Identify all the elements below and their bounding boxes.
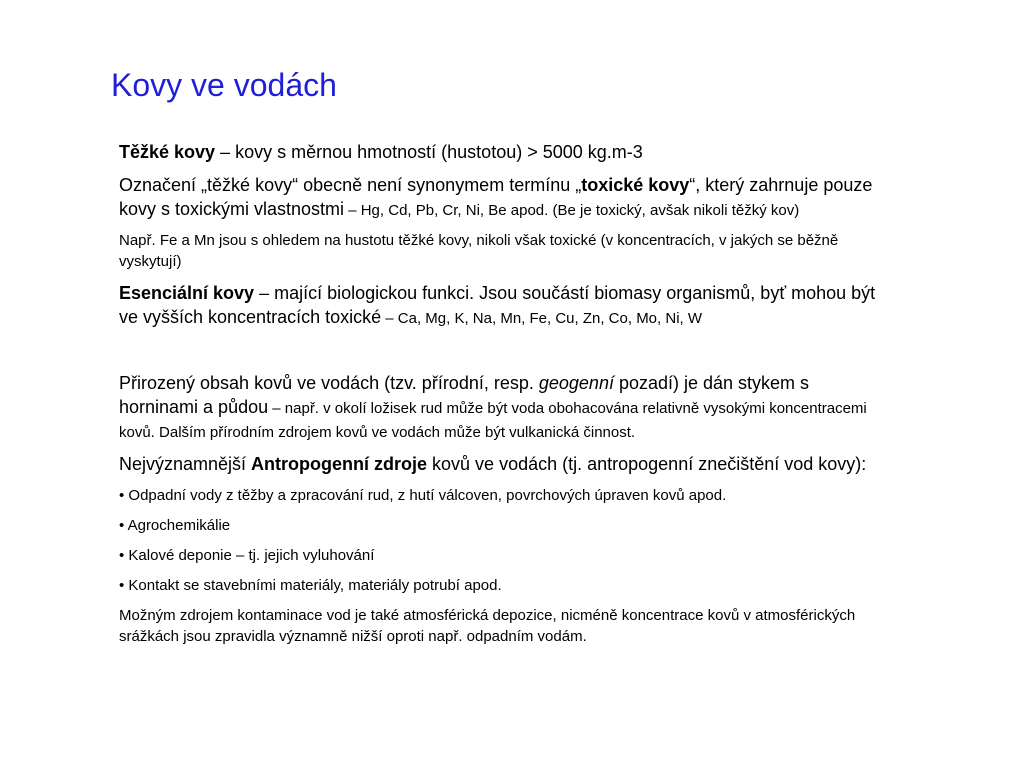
bullet-item: • Agrochemikálie	[119, 517, 231, 534]
term-essential-metals: Esenciální kovy	[119, 283, 255, 303]
bullet-item: • Kontakt se stavebními materiály, materiály potrubí apod.	[119, 577, 502, 594]
spacer	[119, 338, 889, 371]
atmospheric-deposition-note: Možným zdrojem kontaminace vod je také atmosférická depozice, nicméně koncentrace kovů v atmosférických srážkách jsou zpravidla významně nižší oproti např. odpadním vodám.	[119, 607, 856, 645]
paragraph-text: Přirozený obsah kovů ve vodách (tzv. přírodní, resp.	[119, 373, 539, 393]
definition-text: – kovy s měrnou hmotností (hustotou) > 5000 kg.m-3	[215, 142, 643, 162]
toxic-metals-list: – Hg, Cd, Pb, Cr, Ni, Be apod. (Be je toxický, avšak nikoli těžký kov)	[344, 202, 800, 219]
toxic-metals-paragraph	[119, 173, 889, 221]
essential-metals-list: – Ca, Mg, K, Na, Mn, Fe, Cu, Zn, Co, Mo, Ni, W	[381, 310, 703, 327]
natural-content-paragraph	[119, 371, 889, 443]
term-anthropogenic: Antropogenní zdroje	[251, 454, 428, 474]
term-toxic-metals: toxické kovy	[581, 175, 690, 195]
bullet-item: • Kalové deponie – tj. jejich vyluhování	[119, 547, 375, 564]
paragraph-text: pozadí) je dán stykem s horninami a půdou	[119, 373, 810, 417]
paragraph-text: – mající biologickou funkci. Jsou součástí biomasy organismů, byť mohou být ve vyšších koncentracích toxické	[119, 283, 876, 327]
term-geogenic: geogenní	[538, 373, 614, 393]
slide-content	[119, 140, 889, 656]
essential-metals-paragraph	[119, 281, 889, 329]
definition-heavy-metals	[119, 140, 889, 164]
paragraph-text: Nejvýznamnější	[119, 454, 252, 474]
paragraph-text: Označení „těžké kovy“ obecně není synonymem termínu „	[119, 175, 582, 195]
fe-mn-note: Např. Fe a Mn jsou s ohledem na hustotu těžké kovy, nikoli však toxické (v koncentracích, v jakých se běžně vyskytují)	[119, 232, 839, 270]
term-heavy-metals: Těžké kovy	[119, 142, 216, 162]
natural-content-detail: – např. v okolí ložisek rud může být voda obohacována relativně vysokými koncentracemi kovů. Dalším přírodním zdrojem kovů ve vodách může být vulkanická činnost.	[119, 400, 867, 441]
paragraph-text: kovů ve vodách (tj. antropogenní znečištění vod kovy):	[427, 454, 867, 474]
anthropogenic-paragraph	[119, 452, 889, 476]
slide-title: Kovy ve vodách	[111, 67, 337, 103]
paragraph-text: “, který zahrnuje pouze kovy s toxickými vlastnostmi	[119, 175, 873, 219]
bullet-item: • Odpadní vody z těžby a zpracování rud, z hutí válcoven, povrchových úpraven kovů apod.	[119, 487, 727, 504]
